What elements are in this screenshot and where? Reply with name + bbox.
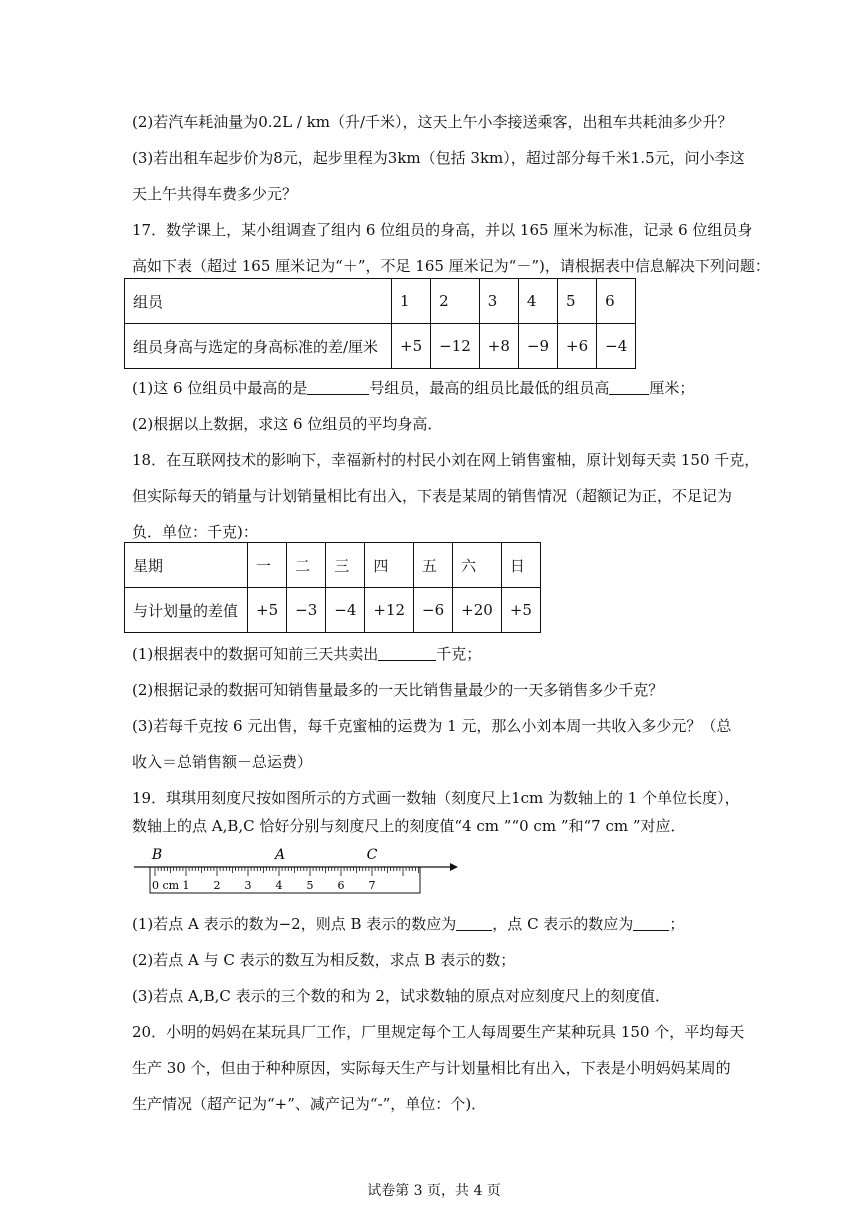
answer-blank [609, 378, 649, 395]
answer-blank [378, 644, 436, 661]
table-cell: −12 [431, 324, 480, 369]
point-label-c: C [366, 847, 378, 863]
table-cell: 三 [326, 543, 365, 588]
table-row [125, 324, 636, 369]
q16-part2: (2)若汽车耗油量为0.2L / km（升/千米），这天上午小李接送乘客，出租车共耗油多少升？ [132, 113, 733, 131]
table-cell: 五 [414, 543, 453, 588]
table-header-label: 星期 [125, 543, 248, 588]
table-cell: 4 [518, 279, 557, 324]
table-cell: 六 [453, 543, 502, 588]
tick-label: 2 [213, 879, 221, 892]
point-label-b: B [151, 847, 163, 863]
table-cell: 一 [248, 543, 287, 588]
table-cell: +5 [248, 588, 287, 633]
q19-part1-text-c: ； [669, 915, 685, 933]
tick-label: 6 [337, 879, 345, 892]
table-cell: +5 [392, 324, 431, 369]
table-cell: 日 [501, 543, 540, 588]
q19-stem-line2: 数轴上的点 A,B,C 恰好分别与刻度尺上的刻度值“4 cm ”“0 cm ”和“7 cm ”对应． [132, 817, 686, 835]
q20-stem-line3: 生产情况（超产记为“+”、减产记为“-”，单位：个)． [132, 1095, 487, 1113]
tick-label: 3 [244, 879, 252, 892]
q18-part3-line2: 收入＝总销售额－总运费） [132, 753, 313, 771]
tick-label: 1 [182, 879, 190, 892]
q17-part1 [132, 378, 694, 398]
q19-part1-text-a: (1)若点 A 表示的数为−2，则点 B 表示的数应为 [132, 915, 457, 933]
table-cell: −4 [326, 588, 365, 633]
table-q18 [124, 542, 541, 633]
table-cell: −3 [287, 588, 326, 633]
q16-part3-line1: (3)若出租车起步价为8元，起步里程为3km（包括 3km），超过部分每千米1.5元，问小李这 [132, 149, 745, 167]
table-cell: 6 [597, 279, 636, 324]
q18-part1-text-b: 千克； [436, 645, 482, 663]
table-cell: +5 [501, 588, 540, 633]
tick-label: 7 [368, 879, 376, 892]
table-cell: 2 [431, 279, 480, 324]
q19-stem-line1: 19．琪琪用刻度尺按如图所示的方式画一数轴（刻度尺上1cm 为数轴上的 1 个单位长度）， [132, 789, 740, 807]
table-q17 [124, 278, 636, 369]
table-row [125, 543, 541, 588]
page-footer: 试卷第 3 页，共 4 页 [367, 1183, 501, 1199]
q18-part2: (2)根据记录的数据可知销售量最多的一天比销售量最少的一天多销售多少千克？ [132, 681, 664, 699]
ruler-labels [151, 847, 378, 892]
table-cell: 四 [365, 543, 414, 588]
q17-stem-line2: 高如下表（超过 165 厘米记为“＋”，不足 165 厘米记为“－”)，请根据表中信息解决下列问题： [132, 257, 770, 275]
table-row [125, 588, 541, 633]
table-cell: 5 [558, 279, 597, 324]
q19-part2: (2)若点 A 与 C 表示的数互为相反数，求点 B 表示的数； [132, 951, 516, 969]
q19-part1 [132, 914, 684, 934]
table-cell: 1 [392, 279, 431, 324]
q18-part1 [132, 644, 481, 664]
q18-stem-line3: 负．单位：千克)： [132, 523, 258, 541]
q18-stem-line1: 18．在互联网技术的影响下，幸福新村的村民小刘在网上销售蜜柚，原计划每天卖 150 千克， [132, 451, 760, 469]
ruler-ticks [155, 867, 419, 876]
q20-stem-line2: 生产 30 个，但由于种种原因，实际每天生产与计划量相比有出入，下表是小明妈妈某周的 [132, 1059, 731, 1077]
point-label-a: A [274, 847, 286, 863]
table-cell: −6 [414, 588, 453, 633]
q19-part3: (3)若点 A,B,C 表示的三个数的和为 2，试求数轴的原点对应刻度尺上的刻度值． [132, 987, 670, 1005]
table-header-label: 组员 [125, 279, 392, 324]
table-cell: +20 [453, 588, 502, 633]
q17-stem-line1: 17．数学课上，某小组调查了组内 6 位组员的身高，并以 165 厘米为标准，记录 6 位组员身 [132, 221, 753, 239]
answer-blank [307, 378, 369, 395]
table-cell: 二 [287, 543, 326, 588]
tick-label: 5 [306, 879, 314, 892]
table-cell: +12 [365, 588, 414, 633]
answer-blank [456, 914, 492, 931]
q16-part3-line2: 天上午共得车费多少元？ [132, 185, 298, 203]
q20-stem-line1: 20．小明的妈妈在某玩具厂工作，厂里规定每个工人每周要生产某种玩具 150 个，平均每天 [132, 1023, 745, 1041]
table-row [125, 279, 636, 324]
table-row-label: 组员身高与选定的身高标准的差/厘米 [125, 324, 392, 369]
table-cell: +8 [479, 324, 518, 369]
q17-part1-text-b: 号组员，最高的组员比最低的组员高 [369, 379, 610, 397]
q18-stem-line2: 但实际每天的销量与计划销量相比有出入，下表是某周的销售情况（超额记为正，不足记为 [132, 487, 733, 505]
arrow-icon [450, 863, 458, 871]
answer-blank [633, 914, 669, 931]
tick-label: 4 [275, 879, 283, 892]
q18-part3-line1: (3)若每千克按 6 元出售，每千克蜜柚的运费为 1 元，那么小刘本周一共收入多少元？（总 [132, 717, 732, 735]
ruler-number-line-figure [132, 843, 462, 899]
table-cell: −9 [518, 324, 557, 369]
q19-part1-text-b: ，点 C 表示的数应为 [492, 915, 634, 933]
table-row-label: 与计划量的差值 [125, 588, 248, 633]
q17-part2: (2)根据以上数据，求这 6 位组员的平均身高． [132, 415, 443, 433]
table-cell: +6 [558, 324, 597, 369]
ruler-unit-label: 0 cm [152, 879, 180, 892]
table-cell: −4 [597, 324, 636, 369]
table-cell: 3 [479, 279, 518, 324]
q17-part1-text-c: 厘米； [649, 379, 695, 397]
q18-part1-text-a: (1)根据表中的数据可知前三天共卖出 [132, 645, 379, 663]
q17-part1-text-a: (1)这 6 位组员中最高的是 [132, 379, 308, 397]
